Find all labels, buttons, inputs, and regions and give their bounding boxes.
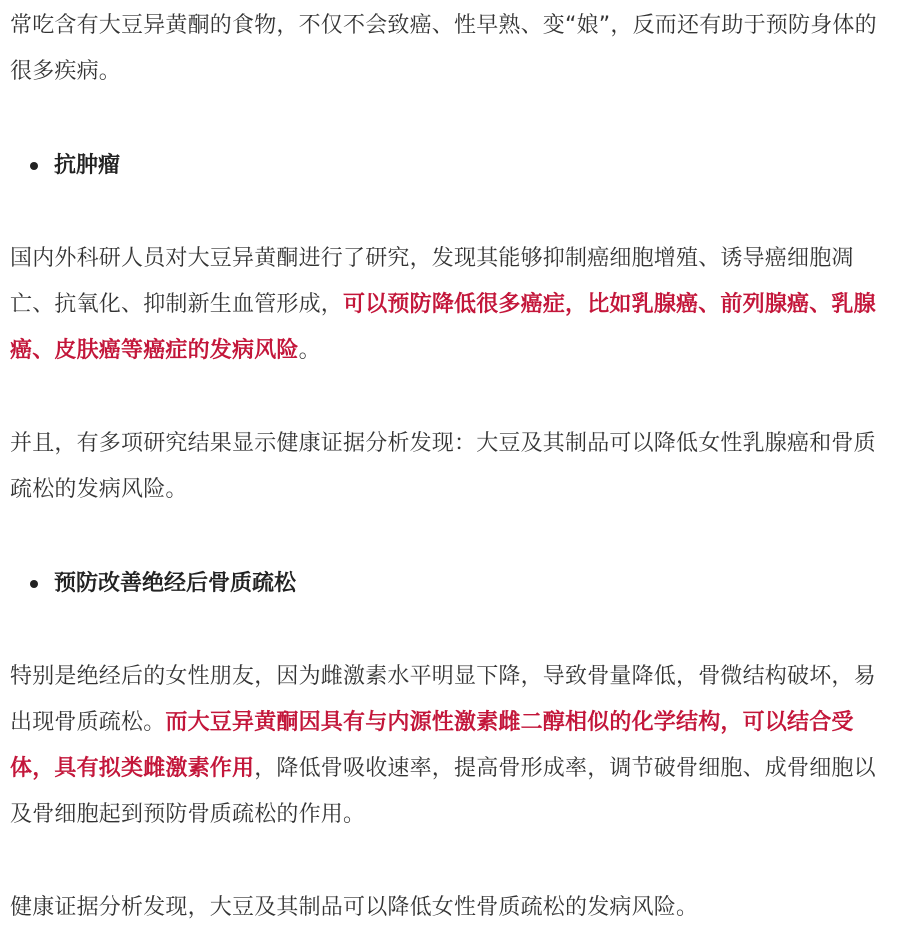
- highlighted-text: 而大豆异黄酮因具有与内源性激素雌二醇相似的化学结构，可以结合受体，具有拟类雌激素作用: [10, 710, 854, 781]
- osteoporosis-paragraph: [10, 654, 880, 838]
- section-heading-text: 抗肿瘤: [54, 153, 121, 178]
- paragraph-text-end: ，降低骨吸收速率，提高骨形成率，调节破骨细胞、成骨细胞以及骨细胞起到预防骨质疏松的作用。: [10, 756, 876, 827]
- intro-text: 常吃含有大豆异黄酮的食物，不仅不会致癌、性早熟、变“娘”，反而还有助于预防身体的很多疾病。: [10, 13, 877, 84]
- section-heading-anti-tumor: [10, 143, 120, 189]
- anti-tumor-paragraph: [10, 236, 880, 374]
- osteoporosis-evidence-paragraph: [10, 885, 698, 931]
- highlighted-text: 可以预防降低很多癌症，比如乳腺癌、前列腺癌、乳腺癌、皮肤癌等癌症的发病风险: [10, 292, 876, 363]
- intro-paragraph: [10, 3, 880, 95]
- paragraph-text: 特别是绝经后的女性朋友，因为雌激素水平明显下降，导致骨量降低，骨微结构破坏，易出现骨质疏松。: [10, 664, 876, 735]
- paragraph-text-end: 。: [298, 338, 321, 363]
- section-heading-text: 预防改善绝经后骨质疏松: [54, 571, 297, 596]
- paragraph-text: 国内外科研人员对大豆异黄酮进行了研究，发现其能够抑制癌细胞增殖、诱导癌细胞凋亡、抗氧化、抑制新生血管形成，: [10, 246, 854, 317]
- paragraph-text: 并且，有多项研究结果显示健康证据分析发现：大豆及其制品可以降低女性乳腺癌和骨质疏松的发病风险。: [10, 431, 876, 502]
- section-heading-osteoporosis: [10, 561, 296, 607]
- paragraph-text: 健康证据分析发现，大豆及其制品可以降低女性骨质疏松的发病风险。: [10, 895, 699, 920]
- research-evidence-paragraph: [10, 421, 880, 513]
- bullet-dot-icon: [30, 580, 38, 588]
- bullet-dot-icon: [30, 162, 38, 170]
